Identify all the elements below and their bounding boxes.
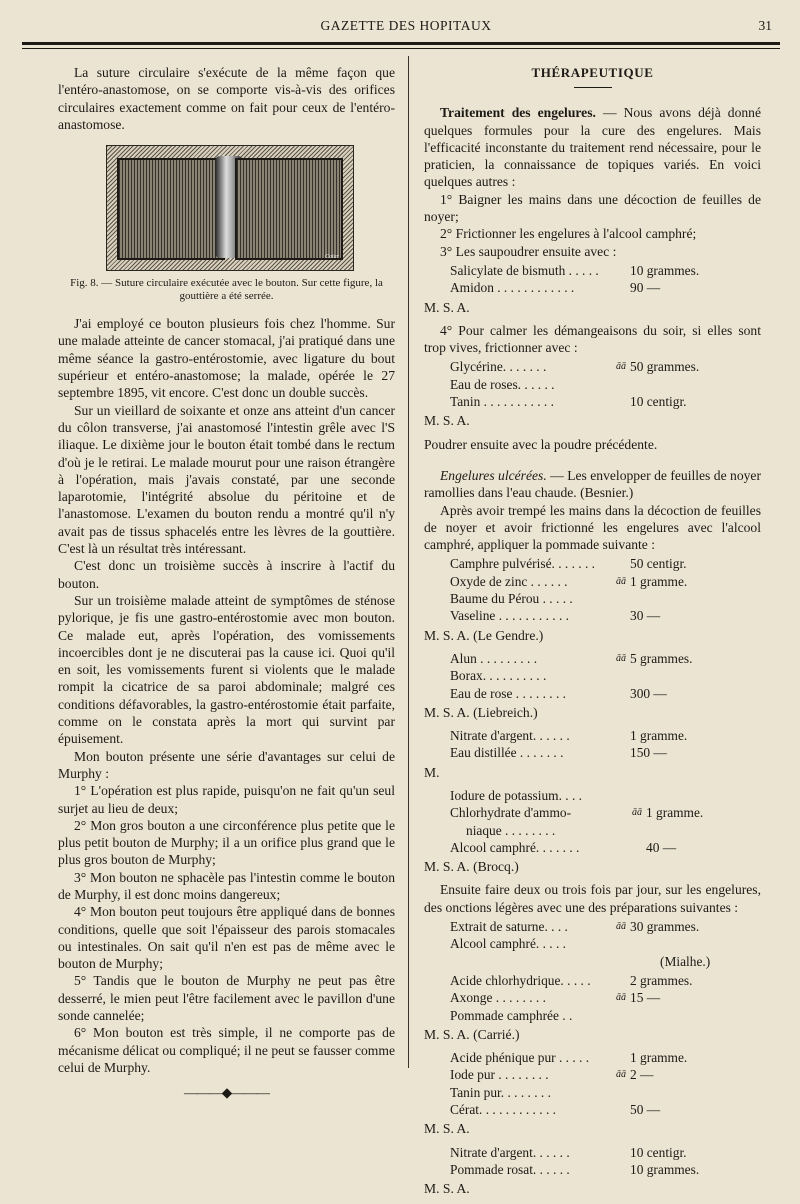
section-end-ornament: ———◆——— <box>183 1085 270 1101</box>
ulcer-heading: Engelures ulcérées. <box>440 467 547 483</box>
prescription-4 <box>424 650 761 702</box>
step: 4° Pour calmer les démangeaisons du soir, si elles sont trop vives, frictionner avec : <box>424 322 761 356</box>
ms-label: M. <box>424 764 440 780</box>
prescription-1 <box>424 262 761 297</box>
engraver-signature: Cotar <box>324 253 339 260</box>
rx-row: Acide phénique pur . . . . . 1 gramme. <box>450 1050 688 1066</box>
rx-row: Alcool camphré. . . . . . . 40 — <box>450 839 677 855</box>
intestine-right-segment <box>235 158 343 260</box>
advantage-item: 1° L'opération est plus rapide, puisqu'on ne fait qu'un seul surjet au lieu de deux; <box>58 783 395 816</box>
left-column <box>58 64 395 1102</box>
prescription-3 <box>424 555 761 624</box>
intestine-left-segment <box>117 158 225 260</box>
rx-row: Iodure de potassium. . . . <box>450 787 583 803</box>
onctions-paragraph: Ensuite faire deux ou trois fois par jour, sur les engelures, des onctions légères avec une des préparations suivantes : <box>424 882 761 915</box>
step: 2° Frictionner les engelures à l'alcool camphré; <box>440 226 697 242</box>
rx-row: Pommade camphrée . . <box>450 1007 573 1023</box>
rx-row: Chlorhydrate d'ammo- āā 1 gramme. <box>450 805 704 821</box>
paragraph: Mon bouton présente une série d'avantages sur celui de Murphy : <box>58 748 395 781</box>
rx-row: Tanin . . . . . . . . . . . 10 centigr. <box>450 394 687 410</box>
figure-8-illustration <box>106 145 354 271</box>
prescription-10 <box>424 1144 761 1179</box>
rx-row: Nitrate d'argent. . . . . . 1 gramme. <box>450 728 688 744</box>
treatment-intro <box>424 104 761 190</box>
rx-row: Acide chlorhydrique. . . . . 2 grammes. <box>450 972 693 988</box>
ms-label: M. S. A. <box>424 413 470 429</box>
prescription-6 <box>424 787 761 856</box>
advantage-item: 5° Tandis que le bouton de Murphy ne peut pas être desserré, le mien peut l'être facilement avec le pavillon d'une sonde cannelée; <box>58 973 395 1024</box>
ms-label: M. S. A. (Brocq.) <box>424 859 519 875</box>
advantage-item: 6° Mon bouton est très simple, il ne comporte pas de mécanisme délicat ou compliqué; il ne peut se fausser comme celui de Murphy. <box>58 1025 395 1075</box>
column-divider <box>408 56 409 1068</box>
rx-row: Alcool camphré. . . . . <box>450 936 567 952</box>
step: 3° Les saupoudrer ensuite avec : <box>440 243 617 259</box>
ms-label: M. S. A. (Le Gendre.) <box>424 627 544 643</box>
section-title: THÉRAPEUTIQUE <box>531 65 654 80</box>
rx-row: Eau de roses. . . . . . <box>450 376 555 392</box>
rx-row: Axonge . . . . . . . . āā 15 — <box>450 990 661 1006</box>
rx-row: Amidon . . . . . . . . . . . . 90 — <box>450 280 661 296</box>
ulcer-text: — Les envelopper de feuilles de noyer ramollies dans l'eau chaude. (Besnier.) <box>424 467 761 501</box>
header-rule-thick <box>22 42 780 45</box>
advantage-item: 4° Mon bouton peut toujours être appliqué dans de bonnes conditions, quelle que soit l'épaisseur des parois stomacales ou intestinales. On sait qu'il n'en est pas de même avec le bouton de Murphy; <box>58 904 395 972</box>
prescription-2 <box>424 358 761 410</box>
prescription-8 <box>424 972 761 1024</box>
prescription-5 <box>424 727 761 762</box>
paragraph: C'est donc un troisième succès à inscrire à l'actif du bouton. <box>58 558 395 591</box>
ms-label: M. S. A. <box>424 1181 470 1197</box>
rx-row: Extrait de saturne. . . . āā 30 grammes. <box>450 919 700 935</box>
rx-row: Pommade rosat. . . . . . 10 grammes. <box>450 1161 700 1177</box>
ulcer-paragraph-2: Après avoir trempé les mains dans la décoction de feuilles de noyer et avoir frictionné les engelures avec l'alcool camphré, appliquer la pommade suivante : <box>424 502 761 553</box>
advantage-item: 2° Mon gros bouton a une circonférence plus petite que le plus petit bouton de Murphy; il a un orifice plus grand que le plus gros bouton de Murphy; <box>58 817 395 868</box>
treatment-heading: Traitement des engelures. <box>440 105 596 121</box>
rx-row: Camphre pulvérisé. . . . . . . 50 centigr. <box>450 556 687 572</box>
rx-row: Glycérine. . . . . . . āā 50 grammes. <box>450 359 700 375</box>
rx-row: Borax. . . . . . . . . . <box>450 668 547 684</box>
figure-caption: Fig. 8. — Suture circulaire exécutée avec le bouton. Sur cette figure, la gouttière a été serrée. <box>70 277 383 303</box>
step: 1° Baigner les mains dans une décoction de feuilles de noyer; <box>424 191 761 225</box>
rx-row: Baume du Pérou . . . . . <box>450 591 573 607</box>
paragraph: Sur un troisième malade atteint de symptômes de sténose pylorique, je fis une gastro-entérostomie avec mon bouton. Ce malade eut, après l'opération, des vomissements incoercibles dont je ne discuterai pas la cause ici. Quoi qu'il en soit, les vomissements furent si violents que le malade rompit la cicatrice de sa paroi abdominale; malgré ces conditions défavorables, la gastro-entérostomie était parfaite, comme on le constata après la mort qui survint par épuisement. <box>58 592 395 747</box>
header-rule-thin <box>22 48 780 49</box>
treatment-intro-text: — Nous avons déjà donné quelques formules pour la cure des engelures. Mais l'efficacité inconstante du traitement rend nécessaire, pour le praticien, la connaissance de topiques variés. En voici quelques autres : <box>424 105 761 190</box>
rx-row: Alun . . . . . . . . . āā 5 grammes. <box>450 650 693 666</box>
prescription-9 <box>424 1049 761 1118</box>
rx-row: Salicylate de bismuth . . . . . 10 grammes. <box>450 262 700 278</box>
page-header <box>40 14 772 38</box>
paragraph: Sur un vieillard de soixante et onze ans atteint d'un cancer du côlon transverse, j'ai anastomosé l'intestin grêle avec l'S iliaque. Le dixième jour le bouton était tombé dans le rectum d'où je le retirai. Le malade mourut pour une raison étrangère à l'opération, mais j'avais constaté, par une seconde laparotomie, l'intégrité absolue du péritoine et de l'anastomose. L'examen du bouton rendu a montré qu'il n'y avait pas de tissus sphacelés entre les lèvres de la gouttière. C'est là un résultat très intéressant. <box>58 402 395 557</box>
ms-label: M. S. A. <box>424 1121 470 1137</box>
section-rule <box>574 87 612 88</box>
ulcer-paragraph <box>424 467 761 502</box>
prescription-7 <box>424 918 761 970</box>
paragraph: J'ai employé ce bouton plusieurs fois chez l'homme. Sur une malade atteinte de cancer stomacal, j'ai pratiqué dans une même séance la gastro-entérostomie, avec ligature du bout supérieur et entéro-anastomose; la malade, opérée le 27 septembre 1895, vit encore. C'est donc un double succès. <box>58 316 395 401</box>
rx-row: Eau distillée . . . . . . . 150 — <box>450 745 667 761</box>
intro-paragraph: La suture circulaire s'exécute de la même façon que l'entéro-anastomose, on se comporte vis-à-vis des orifices circulaires exactement comme on fait pour ceux de l'entéro-anastomose. <box>58 65 395 132</box>
right-column <box>424 64 761 1204</box>
ms-label: M. S. A. (Liebreich.) <box>424 704 538 720</box>
rx-row: Cérat. . . . . . . . . . . . 50 — <box>450 1102 661 1118</box>
rx-row: Tanin pur. . . . . . . . <box>450 1084 551 1100</box>
rx-row: Iode pur . . . . . . . . āā 2 — <box>450 1067 654 1083</box>
rx-row: Vaseline . . . . . . . . . . . 30 — <box>450 608 661 624</box>
ms-label: M. S. A. (Carrié.) <box>424 1026 520 1042</box>
after-text: Poudrer ensuite avec la poudre précédente. <box>424 436 658 452</box>
rx-row: Nitrate d'argent. . . . . . 10 centigr. <box>450 1144 687 1160</box>
rx-row: niaque . . . . . . . . <box>466 822 556 838</box>
rx-row: Eau de rose . . . . . . . . 300 — <box>450 685 667 701</box>
rx-row: Oxyde de zinc . . . . . . āā 1 gramme. <box>450 573 688 589</box>
rx-row: (Mialhe.) <box>660 953 711 969</box>
advantage-item: 3° Mon bouton ne sphacèle pas l'intestin comme le bouton de Murphy, il est donc moins dangereux; <box>58 869 395 902</box>
page-number: 31 <box>758 18 772 33</box>
journal-title: GAZETTE DES HOPITAUX <box>320 18 492 33</box>
ms-label: M. S. A. <box>424 299 470 315</box>
